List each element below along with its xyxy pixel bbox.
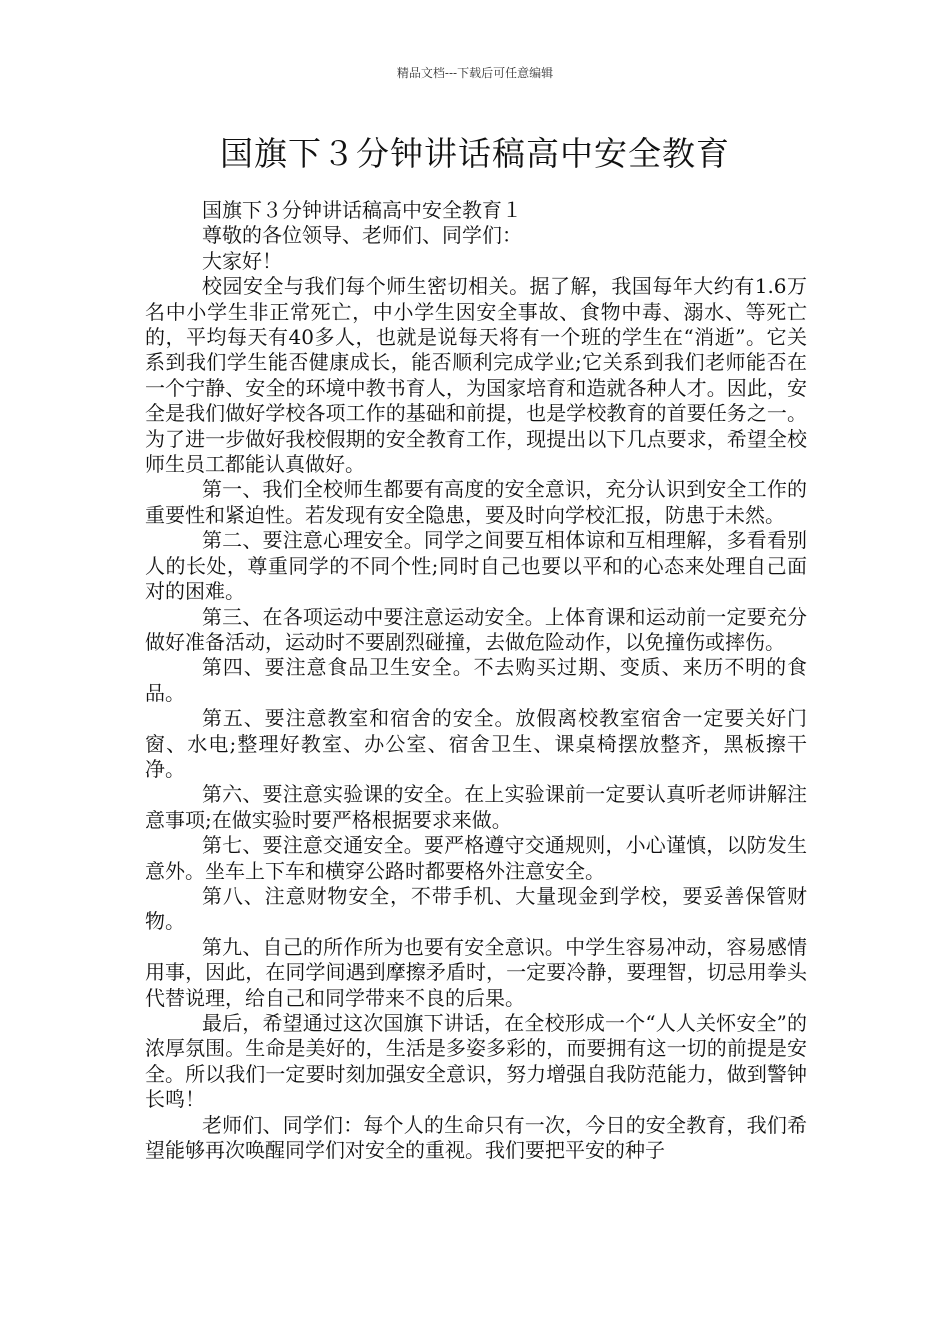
paragraph-point-9: 第九、自己的所作所为也要有安全意识。中学生容易冲动，容易感情用事，因此，在同学间遇到摩擦矛盾时，一定要冷静，要理智，切忌用拳头代替说理，给自己和同学带来不良的后果。 (145, 934, 807, 1010)
document-title: 国旗下３分钟讲话稿高中安全教育 (220, 134, 730, 173)
paragraph-intro: 校园安全与我们每个师生密切相关。据了解，我国每年大约有1.6万名中小学生非正常死亡，中小学生因安全事故、食物中毒、溺水、等死亡的，平均每天有40多人，也就是说每天将有一个班的学生在“消逝”。它关系到我们学生能否健康成长，能否顺利完成学业;它关系到我们老师能否在一个宁静、安全的环境中教书育人，为国家培育和造就各种人才。因此，安全是我们做好学校各项工作的基础和前提，也是学校教育的首要任务之一。为了进一步做好我校假期的安全教育工作，现提出以下几点要求，希望全校师生员工都能认真做好。 (145, 274, 807, 477)
paragraph-closing: 老师们、同学们：每个人的生命只有一次，今日的安全教育，我们希望能够再次唤醒同学们对安全的重视。我们要把平安的种子 (145, 1112, 807, 1163)
paragraph-point-8: 第八、注意财物安全，不带手机、大量现金到学校，要妥善保管财物。 (145, 883, 807, 934)
paragraph-point-6: 第六、要注意实验课的安全。在上实验课前一定要认真听老师讲解注意事项;在做实验时要严格根据要求来做。 (145, 782, 807, 832)
paragraph-conclusion: 最后，希望通过这次国旗下讲话，在全校形成一个“人人关怀安全”的浓厚氛围。生命是美好的，生活是多姿多彩的，而要拥有这一切的前提是安全。所以我们一定要时刻加强安全意识，努力增强自我防范能力，做到警钟长鸣！ (145, 1011, 807, 1112)
paragraph-subtitle: 国旗下３分钟讲话稿高中安全教育１ (202, 198, 522, 222)
paragraph-salutation: 尊敬的各位领导、老师们、同学们： (202, 223, 522, 248)
paragraph-point-2: 第二、要注意心理安全。同学之间要互相体谅和互相理解，多看看别人的长处，尊重同学的不同个性;同时自己也要以平和的心态来处理自己面对的困难。 (145, 528, 807, 604)
paragraph-point-4: 第四、要注意食品卫生安全。不去购买过期、变质、来历不明的食品。 (145, 655, 807, 705)
page-header-note: 精品文档---下载后可任意编辑 (396, 66, 554, 80)
paragraph-greeting: 大家好！ (202, 248, 282, 273)
paragraph-point-7: 第七、要注意交通安全。要严格遵守交通规则，小心谨慎，以防发生意外。坐车上下车和横穿公路时都要格外注意安全。 (145, 833, 807, 883)
document-body (145, 198, 807, 1163)
paragraph-point-1: 第一、我们全校师生都要有高度的安全意识，充分认识到安全工作的重要性和紧迫性。若发现有安全隐患，要及时向学校汇报，防患于未然。 (145, 477, 807, 527)
paragraph-point-3: 第三、在各项运动中要注意运动安全。上体育课和运动前一定要充分做好准备活动，运动时不要剧烈碰撞，去做危险动作，以免撞伤或摔伤。 (145, 604, 807, 654)
paragraph-point-5: 第五、要注意教室和宿舍的安全。放假离校教室宿舍一定要关好门窗、水电;整理好教室、办公室、宿舍卫生、课桌椅摆放整齐，黑板擦干净。 (145, 706, 807, 781)
